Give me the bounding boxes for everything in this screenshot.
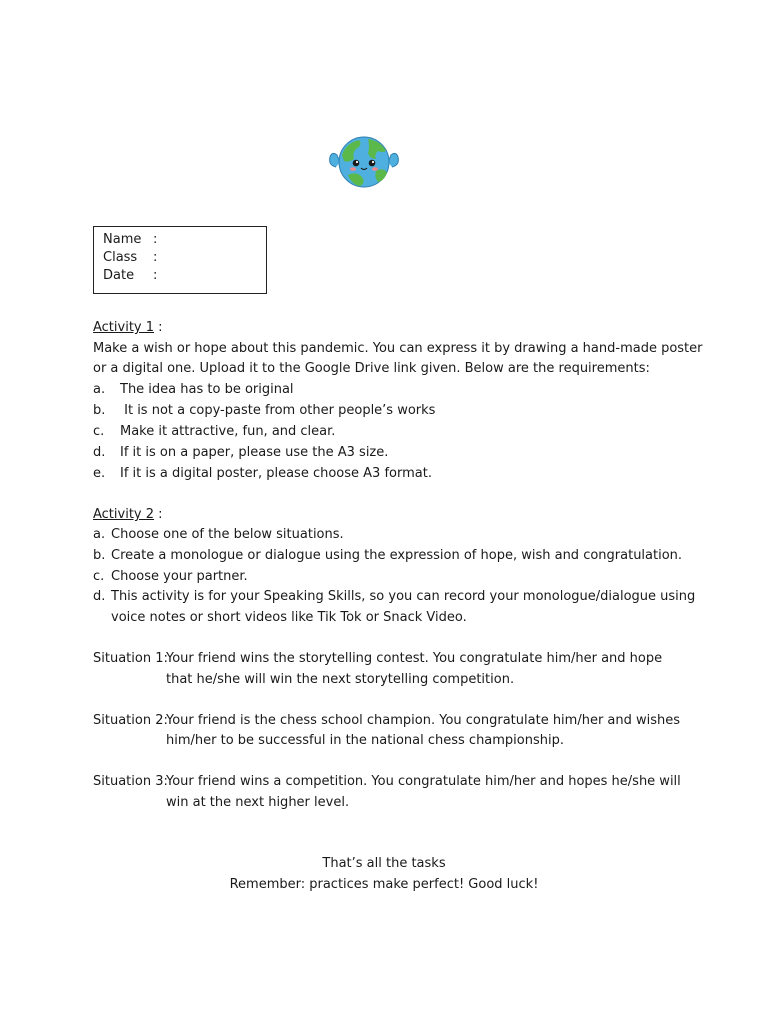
activity1-item-d (93, 445, 388, 461)
activity2-item-c (93, 569, 248, 585)
activity1-item-e (93, 466, 432, 482)
student-info-box (93, 226, 267, 294)
list-marker: d. (93, 589, 106, 604)
list-item-text: Create a monologue or dialogue using the expression of hope, wish and congratulation. (111, 548, 683, 563)
activity1-item-a (93, 382, 294, 398)
list-item-text: The idea has to be original (120, 382, 294, 397)
situation-text: Your friend is the chess school champion. You congratulate him/her and wishes (166, 713, 681, 728)
name-colon: : (153, 232, 158, 247)
situation-3-line2: win at the next higher level. (166, 795, 350, 810)
name-label: Name (103, 232, 142, 247)
list-item-text: Choose one of the below situations. (111, 527, 344, 542)
situation-2-line2: him/her to be successful in the national chess championship. (166, 733, 564, 748)
activity1-intro-line2: or a digital one. Upload it to the Google Drive link given. Below are the requirements: (93, 361, 650, 376)
name-row (103, 232, 157, 248)
situation-label: Situation 1: (93, 651, 168, 666)
list-item-text: It is not a copy-paste from other people’s works (120, 403, 436, 418)
list-marker: c. (93, 569, 105, 584)
list-item-text: If it is on a paper, please use the A3 size. (120, 445, 389, 460)
closing-line2: Remember: practices make perfect! Good luck! (229, 877, 539, 892)
date-label: Date (103, 268, 135, 283)
date-row (103, 268, 157, 284)
list-marker: a. (93, 527, 106, 542)
list-item-text: If it is a digital poster, please choose A3 format. (120, 466, 432, 481)
list-marker: d. (93, 445, 106, 460)
activity1-item-c (93, 424, 335, 440)
date-colon: : (153, 268, 158, 283)
left-arm (330, 153, 340, 167)
class-colon: : (153, 250, 158, 265)
situation-text: Your friend wins the storytelling contest. You congratulate him/her and hope (166, 651, 663, 666)
earth-mascot-icon (326, 131, 402, 191)
activity1-title: Activity 1 (93, 320, 155, 335)
list-marker: b. (93, 403, 106, 418)
situation-1-line2: that he/she will win the next storytelling competition. (166, 672, 515, 687)
class-label: Class (103, 250, 138, 265)
situation-2 (93, 713, 680, 729)
situation-label: Situation 2: (93, 713, 168, 728)
activity2-title-suffix: : (154, 507, 163, 522)
situation-label: Situation 3: (93, 774, 168, 789)
class-row (103, 250, 157, 266)
activity1-heading (93, 320, 163, 336)
list-item-text: Choose your partner. (111, 569, 248, 584)
activity2-title: Activity 2 (93, 507, 155, 522)
activity2-item-d-continuation: voice notes or short videos like Tik Tok or Snack Video. (111, 610, 467, 625)
activity1-item-b (93, 403, 435, 419)
list-item-text: Make it attractive, fun, and clear. (120, 424, 336, 439)
activity2-item-a (93, 527, 344, 543)
activity1-title-suffix: : (154, 320, 163, 335)
list-marker: b. (93, 548, 106, 563)
list-item-text: This activity is for your Speaking Skills, so you can record your monologue/dialogue using (111, 589, 696, 604)
activity2-item-d (93, 589, 695, 605)
closing-line1: That’s all the tasks (322, 856, 446, 871)
activity2-item-b (93, 548, 682, 564)
list-marker: e. (93, 466, 106, 481)
situation-text: Your friend wins a competition. You congratulate him/her and hopes he/she will (166, 774, 681, 789)
right-arm (388, 153, 398, 167)
activity2-heading (93, 507, 163, 523)
list-marker: c. (93, 424, 105, 439)
situation-1 (93, 651, 662, 667)
list-marker: a. (93, 382, 106, 397)
activity1-intro-line1: Make a wish or hope about this pandemic. You can express it by drawing a hand-made poster (93, 341, 703, 356)
situation-3 (93, 774, 681, 790)
